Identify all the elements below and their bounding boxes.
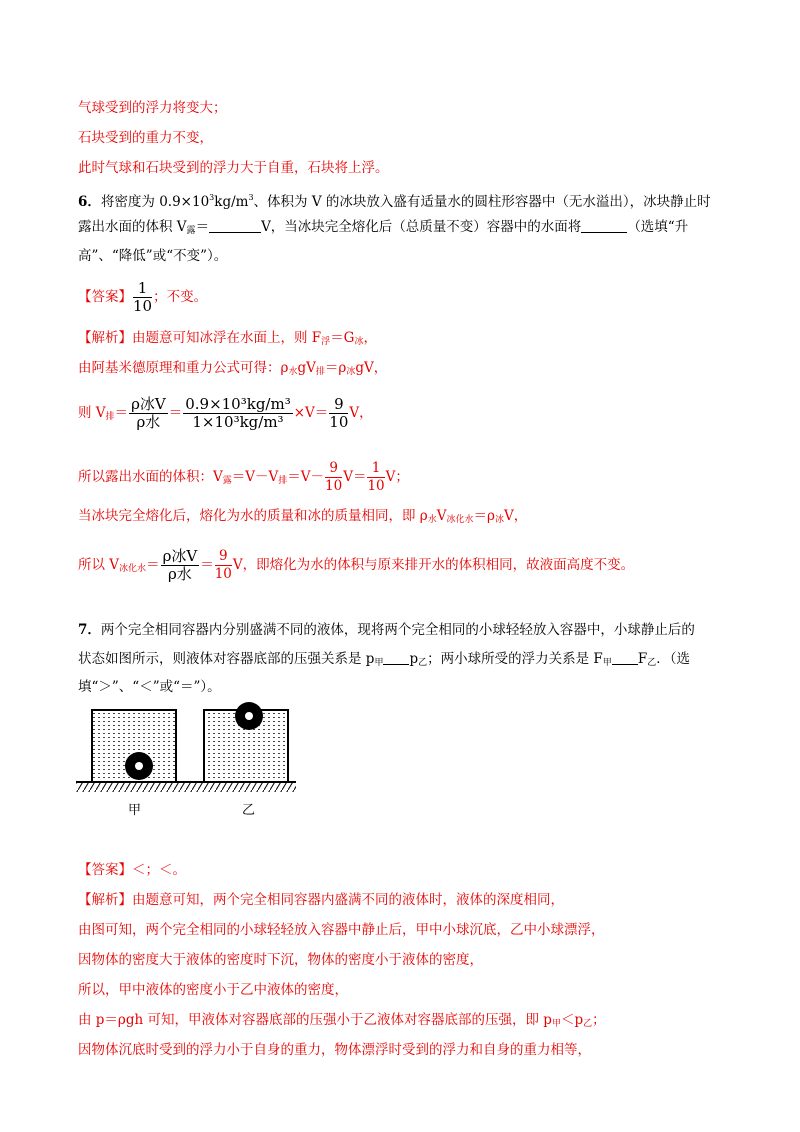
question-7-line-3: 填“＞”、“＜”或“＝”）。 bbox=[78, 679, 221, 695]
fraction: $\frac{9}{10}$ bbox=[214, 548, 232, 582]
answer-blank bbox=[581, 218, 627, 233]
analysis-7-line-6: 因物体沉底时受到的浮力小于自身的重力，物体漂浮时受到的浮力和自身的重力相等， bbox=[78, 1042, 591, 1058]
container-figure bbox=[72, 700, 312, 844]
question-7-line-1: 7．两个完全相同容器内分别盛满不同的液体，现将两个完全相同的小球轻轻放入容器中，小球静止后的 bbox=[78, 622, 695, 638]
analysis-6-line-1: 【解析】由题意可知冰浮在水面上，则 $F_浮=G_冰$， bbox=[78, 330, 377, 347]
analysis-label: 【解析】 bbox=[78, 892, 132, 908]
fraction: $\frac{\text{ρ冰V}}{\text{ρ水}}$ bbox=[131, 395, 166, 431]
analysis-7-line-5: 由 p＝ρgh 可知，甲液体对容器底部的压强小于乙液体对容器底部的压强，即 $p_甲<p_乙$； bbox=[78, 1012, 606, 1029]
answer-6: 【答案】 $\frac{1}{10}$ ；不变。 bbox=[78, 279, 208, 315]
fraction: $\frac{\text{0.9×10³kg/m³}}{\text{1×10³kg/m³}}$ bbox=[185, 395, 291, 431]
question-6-line-3: 高”、“降低”或“不变”）。 bbox=[78, 248, 228, 264]
question-6-line-2: 露出水面的体积 $V_露= V$，当冰块完全熔化后（总质量不变）容器中的水面将 （选填“升 bbox=[78, 219, 689, 236]
container-diagram bbox=[72, 700, 312, 840]
analysis-7-line-2: 由图可知，两个完全相同的小球轻轻放入容器中静止后，甲中小球沉底，乙中小球漂浮， bbox=[78, 922, 605, 938]
question-number: 7． bbox=[78, 622, 101, 638]
ball-floating-highlight bbox=[245, 712, 253, 720]
question-6-line-1: 6．将密度为 $0.9\times 10^3kg/m^3$、体积为 V 的冰块放入盛有适量水的圆柱形容器中（无水溢出），冰块静止时 bbox=[78, 193, 711, 210]
figure-label-left: 甲 bbox=[128, 803, 142, 818]
analysis-7-line-4: 所以，甲中液体的密度小于乙中液体的密度， bbox=[78, 982, 348, 998]
ground-hatch bbox=[76, 783, 296, 792]
analysis-6-line-5: 当冰块完全熔化后，熔化为水的质量和冰的质量相同，即 $\rho_水V_{冰化水}=\rho_冰V$， bbox=[78, 508, 528, 525]
figure-label-right: 乙 bbox=[242, 803, 256, 818]
answer-label: 【答案】 bbox=[78, 289, 132, 305]
fraction: $\frac{\text{ρ冰V}}{\text{ρ水}}$ bbox=[162, 547, 198, 583]
analysis-line: 气球受到的浮力将变大； bbox=[78, 100, 227, 116]
answer-7: 【答案】＜；＜。 bbox=[78, 862, 186, 878]
answer-blank bbox=[612, 650, 638, 665]
question-number: 6． bbox=[78, 194, 101, 210]
analysis-7-line-3: 因物体的密度大于液体的密度时下沉，物体的密度小于液体的密度， bbox=[78, 952, 483, 968]
fraction: $\frac{1}{10}$ bbox=[133, 279, 153, 315]
analysis-line: 石块受到的重力不变， bbox=[78, 130, 213, 146]
fraction: $\frac{9}{10}$ bbox=[329, 395, 349, 431]
analysis-6-line-6: 所以 $V_{冰化水}=$ $\frac{\text{ρ冰V}}{\text{ρ水}}$ ＝ $\frac{9}{10}$ V，即熔化为水的体积与原来排开水的体积相同，故液面高度不变。 bbox=[78, 547, 635, 583]
question-7-line-2: 状态如图所示，则液体对容器底部的压强关系是 $p_甲$ $p_乙$；两小球所受的浮力关系是 $F_甲$ $F_乙$．（选 bbox=[78, 651, 690, 668]
answer-blank bbox=[209, 218, 261, 233]
ball-sunk-highlight bbox=[135, 762, 143, 770]
analysis-6-line-2: 由阿基米德原理和重力公式可得：$\rho_水gV_排=\rho_冰gV$， bbox=[78, 360, 388, 377]
fraction: $\frac{1}{10}$ bbox=[367, 460, 385, 494]
analysis-7-line-1: 【解析】由题意可知，两个完全相同容器内盛满不同的液体时，液体的深度相同， bbox=[78, 892, 564, 908]
analysis-6-line-4: 所以露出水面的体积：$V_露=V-V_排=V-$ $\frac{9}{10}$ V＝ $\frac{1}{10}$ V； bbox=[78, 460, 409, 494]
analysis-label: 【解析】 bbox=[78, 330, 132, 346]
answer-label: 【答案】 bbox=[78, 862, 132, 878]
fraction: $\frac{9}{10}$ bbox=[325, 460, 343, 494]
analysis-line: 此时气球和石块受到的浮力大于自重，石块将上浮。 bbox=[78, 160, 389, 176]
answer-blank bbox=[383, 650, 409, 665]
analysis-6-line-3: 则 $V_排=$ $\frac{\text{ρ冰V}}{\text{ρ水}}$ ＝ $\frac{\text{0.9×10³kg/m³}}{\text{1×10³kg/m³}}$ ×V＝ $\frac{9}{10}$ V， bbox=[78, 395, 373, 431]
